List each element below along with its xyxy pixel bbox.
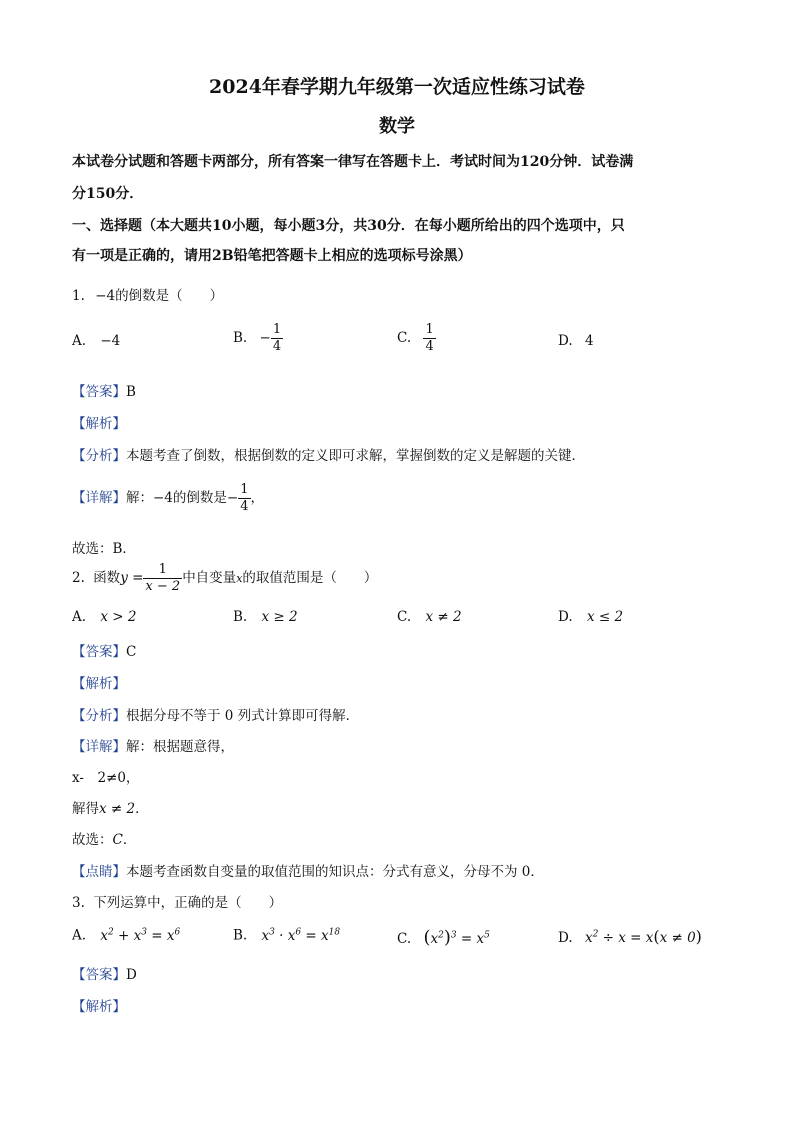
q1-detail-suffix: ，	[250, 490, 264, 506]
q2-stem	[72, 562, 377, 595]
q2-answer	[72, 640, 136, 660]
q1-option-c-denominator: 4	[425, 339, 434, 354]
q2-option-a	[72, 609, 136, 625]
q2-func-fraction	[143, 562, 182, 595]
answer-label: 【答案】	[72, 967, 126, 983]
q2-option-c	[397, 609, 462, 625]
fenxi-label: 【分析】	[72, 708, 126, 724]
q2-stem-mid: 中自变量	[182, 570, 237, 586]
q1-option-b-letter: B.	[233, 330, 248, 346]
q1-option-b-fraction	[271, 322, 283, 355]
q3-answer-value: D	[126, 967, 137, 983]
q1-option-c	[397, 322, 436, 355]
q1-option-c-fraction	[423, 322, 435, 355]
q2-step-2-math: x ≠ 2	[99, 801, 136, 817]
q3-number: 3.	[72, 895, 85, 911]
q2-fenxi-text: 根据分母不等于 0 列式计算即可得解．	[126, 708, 360, 724]
q3-answer	[72, 963, 137, 983]
q2-option-d-letter: D.	[558, 609, 573, 625]
q1-option-d-text: 4	[584, 333, 594, 349]
q1-detail-prefix: 解：−4的倒数是	[126, 490, 227, 506]
q2-option-b-text: x ≥ 2	[261, 609, 298, 625]
q2-option-d-text: x ≤ 2	[586, 609, 624, 625]
q1-detail-sign: −	[226, 490, 239, 506]
q1-option-c-numerator: 1	[425, 322, 434, 337]
q2-dianjing-text: 本题考查函数自变量的取值范围的知识点：分式有意义，分母不为 0．	[126, 864, 544, 880]
q3-option-d	[558, 927, 702, 946]
q1-option-d	[558, 333, 594, 349]
q2-option-c-text: x ≠ 2	[425, 609, 462, 625]
q2-func-denominator: x − 2	[145, 579, 181, 594]
q2-option-a-letter: A.	[72, 609, 87, 625]
q2-step-1: x- 2≠0，	[72, 770, 140, 786]
q1-option-b-denominator: 4	[272, 339, 282, 354]
q3-option-b-letter: B.	[233, 927, 248, 944]
q3-stem-text: 下列运算中，正确的是（ ）	[93, 895, 283, 911]
dianjing-label: 【点睛】	[72, 864, 126, 880]
q2-option-c-letter: C.	[397, 609, 412, 625]
q1-option-b-numerator: 1	[272, 322, 282, 337]
section-heading-line-1: 一、选择题（本大题共10小题，每小题3分，共30分．在每小题所给出的四个选项中，只	[72, 218, 625, 234]
q2-answer-value: C	[126, 644, 137, 660]
q2-analysis-label: 【解析】	[72, 676, 126, 692]
q2-step-2-prefix: 解得	[72, 801, 99, 817]
q1-fenxi	[72, 444, 585, 464]
q2-step-2-suffix: ．	[135, 801, 149, 817]
q3-option-c-letter: C.	[397, 931, 412, 947]
intro-line-2: 分150分．	[72, 186, 144, 202]
q1-fenxi-text: 本题考查了倒数，根据倒数的定义即可求解，掌握倒数的定义是解题的关键．	[126, 448, 585, 464]
q2-stem-var: x	[236, 572, 243, 585]
q1-stem	[72, 284, 223, 304]
q3-option-b-expr: $x^3 \cdot x^6 = x^{18}$	[261, 927, 341, 944]
q2-choose-suffix: ．	[122, 832, 137, 848]
q2-step-2	[72, 797, 149, 817]
q2-number: 2.	[72, 570, 85, 586]
q1-option-b-sign: −	[259, 330, 271, 346]
q1-number: 1.	[72, 288, 85, 304]
q3-stem	[72, 891, 282, 911]
q1-option-b	[233, 322, 283, 355]
q2-choose-letter: C	[112, 832, 123, 848]
q1-choose: 故选：B．	[72, 541, 136, 557]
q2-stem-suffix: 的取值范围是（ ）	[242, 570, 378, 586]
q3-option-d-expr: $x^2 \div x = x(x \ne 0)$	[584, 927, 702, 946]
q1-option-a	[72, 333, 120, 349]
q1-answer-value: B	[126, 384, 136, 400]
q3-option-a-letter: A.	[72, 927, 87, 944]
q2-option-b-letter: B.	[233, 609, 248, 625]
answer-label: 【答案】	[72, 644, 126, 660]
q1-stem-text: 的倒数是（ ）	[115, 288, 224, 304]
q2-func-lhs: y =	[120, 570, 144, 586]
q1-detail-fraction	[238, 482, 250, 515]
q1-detail-numerator: 1	[240, 482, 249, 497]
q3-option-a-expr: $x^2 + x^3 = x^6$	[100, 927, 181, 944]
q3-option-c-expr: $(x^2)^3 = x^5$	[423, 927, 490, 948]
q1-value: −4	[95, 288, 116, 304]
answer-label: 【答案】	[72, 384, 126, 400]
q2-choose	[72, 828, 136, 848]
q3-option-b	[233, 927, 340, 944]
q2-detail-text: 解：根据题意得，	[126, 739, 234, 755]
q2-dianjing	[72, 860, 544, 880]
subject-heading: 数学	[379, 116, 415, 137]
q2-option-d	[558, 609, 623, 625]
q2-fenxi	[72, 704, 359, 724]
q1-option-c-letter: C.	[397, 330, 412, 346]
q3-option-a	[72, 927, 180, 944]
detail-label: 【详解】	[72, 739, 126, 755]
q1-option-a-text: −4	[100, 333, 121, 349]
q2-func-numerator: 1	[143, 562, 182, 579]
q1-analysis-label: 【解析】	[72, 416, 126, 432]
q2-option-a-text: x > 2	[100, 609, 137, 625]
q2-option-b	[233, 609, 298, 625]
q2-detail	[72, 735, 234, 755]
intro-line-1: 本试卷分试题和答题卡两部分，所有答案一律写在答题卡上．考试时间为120分钟．试卷满	[72, 154, 634, 170]
q1-option-a-letter: A.	[72, 333, 87, 349]
q3-option-d-letter: D.	[558, 930, 573, 946]
fenxi-label: 【分析】	[72, 448, 126, 464]
q3-analysis-label: 【解析】	[72, 999, 126, 1015]
detail-label: 【详解】	[72, 490, 126, 506]
q1-option-d-letter: D.	[558, 333, 573, 349]
q1-detail-denominator: 4	[240, 499, 249, 514]
q1-answer	[72, 380, 136, 400]
q3-option-c	[397, 927, 490, 948]
q1-detail	[72, 482, 264, 515]
page-title: 2024年春学期九年级第一次适应性练习试卷	[209, 76, 585, 98]
section-heading-line-2: 有一项是正确的，请用2B铅笔把答题卡上相应的选项标号涂黑）	[72, 248, 472, 264]
q2-stem-prefix: 函数	[93, 570, 121, 586]
q2-choose-prefix: 故选：	[72, 832, 113, 848]
